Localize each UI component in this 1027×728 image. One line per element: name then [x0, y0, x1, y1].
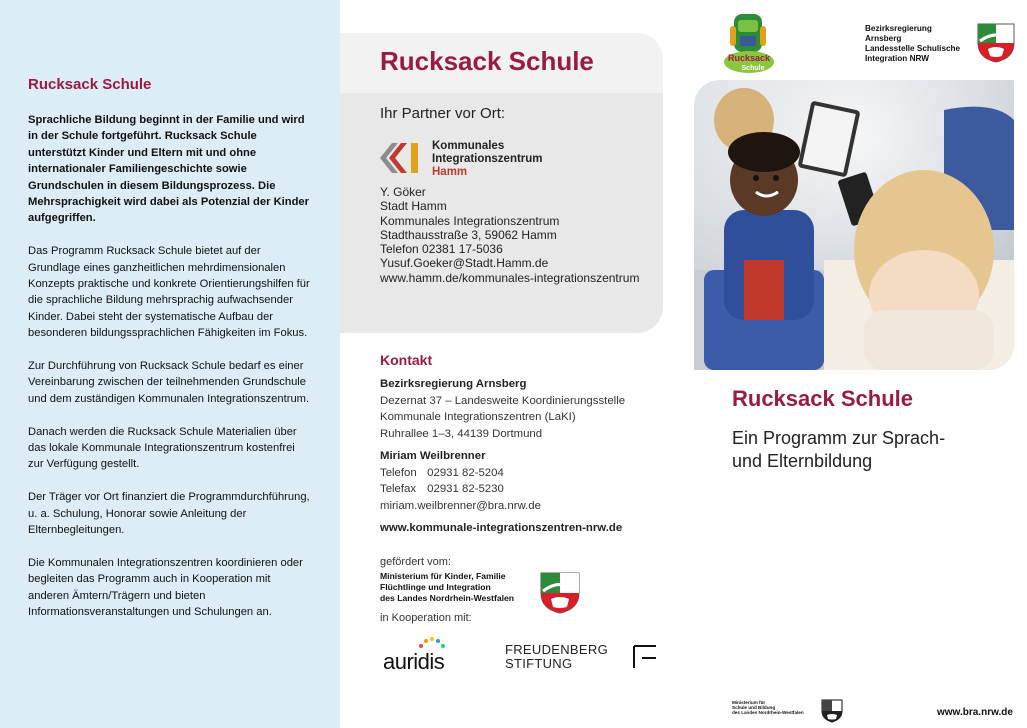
small-ministry-line1: Ministerium für: [732, 700, 766, 705]
right-panel: [680, 0, 1027, 728]
ministry-name: [380, 571, 514, 603]
fax-number: 02931 82-5230: [427, 483, 504, 495]
address-email: Yusuf.Goeker@Stadt.Hamm.de: [380, 256, 549, 271]
bezreg-line2: Arnsberg: [865, 34, 902, 43]
partner-address: [380, 185, 639, 285]
bezreg-line3: Landesstelle Schulische: [865, 44, 961, 53]
funded-by-label: gefördert vom:: [380, 556, 451, 568]
address-street: Stadthausstraße 3, 59062 Hamm: [380, 227, 557, 242]
address-phone: Telefon 02381 17-5036: [380, 242, 503, 257]
left-title: Rucksack Schule: [28, 76, 152, 93]
freudenberg-line1: FREUDENBERG: [505, 642, 608, 657]
left-panel: [0, 0, 340, 728]
address-website: www.hamm.de/kommunales-integrationszentrum: [380, 270, 640, 285]
ministry-line3: des Landes Nordrhein-Westfalen: [380, 592, 515, 603]
rucksack-logo-line2: Schule: [741, 65, 765, 72]
middle-header: [340, 33, 663, 93]
kontakt-email: miriam.weilbrenner@bra.nrw.de: [380, 499, 541, 512]
kontakt-org-line2: Kommunale Integrationszentren (LaKI): [380, 411, 576, 423]
phone-number: 02931 82-5204: [427, 466, 504, 479]
address-department: Kommunales Integrationszentrum: [380, 213, 560, 228]
bezreg-line1: Bezirksregierung: [865, 24, 932, 33]
kontakt-heading: Kontakt: [380, 352, 433, 368]
bezirksregierung-label: [865, 24, 960, 64]
phone-label: Telefon: [380, 466, 417, 479]
subtitle-line2: und Elternbildung: [732, 451, 873, 471]
bezreg-line4: Integration NRW: [865, 54, 929, 63]
small-ministry-label: [732, 700, 804, 716]
kontakt-person: Miriam Weilbrenner: [380, 450, 486, 462]
ki-logo-line2: Integrationszentrum: [432, 153, 543, 165]
ki-logo-text: [432, 140, 543, 179]
middle-panel: [340, 0, 680, 728]
subtitle-line1: Ein Programm zur Sprach-: [732, 428, 946, 448]
ki-logo: [380, 139, 580, 179]
kontakt-org-line3: Ruhrallee 1–3, 44139 Dortmund: [380, 427, 543, 440]
address-city-org: Stadt Hamm: [380, 199, 447, 214]
kontakt-phone-row: [380, 465, 670, 482]
partner-box: [340, 93, 663, 333]
freudenberg-line2: STIFTUNG: [505, 656, 573, 671]
paragraph-materialien: Danach werden die Rucksack Schule Materialien über das lokale Kommunale Integrationszentrum kostenfrei zur Verfügung gestellt.: [28, 425, 297, 471]
paragraph-traeger: Der Träger vor Ort finanziert die Programmdurchführung, u. a. Schulung, Honorar sowie Anleitung der Elternbegleitungen.: [28, 491, 310, 537]
paragraph-intro: Sprachliche Bildung beginnt in der Familie und wird in der Schule fortgeführt. Rucksack Schule unterstützt Kinder und Eltern mit und ohne internationaler Familiengeschichte sowie Grundschulen in diesem Bildungsprozess. Die Mehrsprachigkeit wird dabei als Potenzial der Kinder aufgegriffen.: [28, 114, 310, 225]
small-ministry-line3: des Landes Nordrhein-Westfalen: [732, 710, 804, 716]
auridis-dots-icon: [417, 636, 447, 650]
rucksack-logo-icon: [722, 10, 776, 74]
children-photo: [694, 80, 1014, 370]
ki-logo-city: Hamm: [432, 166, 468, 178]
partner-heading: Ihr Partner vor Ort:: [380, 105, 506, 122]
right-subtitle: [732, 427, 1012, 473]
ministry-line1: Ministerium für Kinder, Familie: [380, 571, 506, 581]
nrw-crest-small-icon: [821, 699, 843, 723]
rucksack-logo-line1: Rucksack: [727, 53, 771, 63]
small-ministry-line2: Schule und Bildung: [732, 705, 776, 711]
paragraph-programm: Das Programm Rucksack Schule bietet auf der Grundlage eines ganzheitlichen mehrdimensionalen Konzepts praktische und konkrete Orientierungshilfen für die sprachliche Bildung mehrsprachig aufwachsender Kinder. Dabei steht der systematische Aufbau der besonderen bildungssprachlichen Fähigkeiten im Fokus.: [28, 245, 310, 340]
auridis-logo: [383, 636, 463, 676]
classroom-photo-image: [694, 80, 1014, 370]
kontakt-section: [380, 352, 670, 537]
left-paragraphs: [28, 112, 310, 637]
fax-label: Telefax: [380, 483, 417, 495]
kontakt-org: Bezirksregierung Arnsberg: [380, 378, 527, 390]
freudenberg-logo: [505, 643, 608, 671]
paragraph-vereinbarung: Zur Durchführung von Rucksack Schule bedarf es einer Vereinbarung zwischen der teilnehmenden Grundschule und dem zuständigen Kommunalen Integrationszentrum.: [28, 360, 310, 405]
kontakt-org-line1: Dezernat 37 – Landesweite Koordinierungsstelle: [380, 394, 626, 407]
right-title: Rucksack Schule: [732, 386, 913, 411]
bra-website: www.bra.nrw.de: [937, 707, 1013, 718]
cooperation-label: in Kooperation mit:: [380, 612, 472, 624]
paragraph-koordination: Die Kommunalen Integrationszentren koordinieren oder begleiten das Programm auch in Kooperation mit anderen Ämtern/Trägern und bieten Informationsveranstaltungen und Schulungen an.: [28, 556, 303, 619]
middle-title: Rucksack Schule: [380, 46, 594, 76]
freudenberg-mark-icon: [632, 644, 658, 670]
address-name: Y. Göker: [380, 185, 426, 199]
nrw-crest-icon: [539, 571, 581, 615]
ministry-line2: Flüchtlinge und Integration: [380, 581, 491, 592]
kontakt-fax-row: [380, 481, 670, 498]
ki-logo-icon: [380, 141, 424, 175]
auridis-wordmark: auridis: [383, 649, 445, 674]
nrw-crest-top-icon: [976, 22, 1016, 64]
kontakt-website: www.kommunale-integrationszentren-nrw.de: [380, 522, 623, 534]
ki-logo-line1: Kommunales: [432, 140, 505, 152]
